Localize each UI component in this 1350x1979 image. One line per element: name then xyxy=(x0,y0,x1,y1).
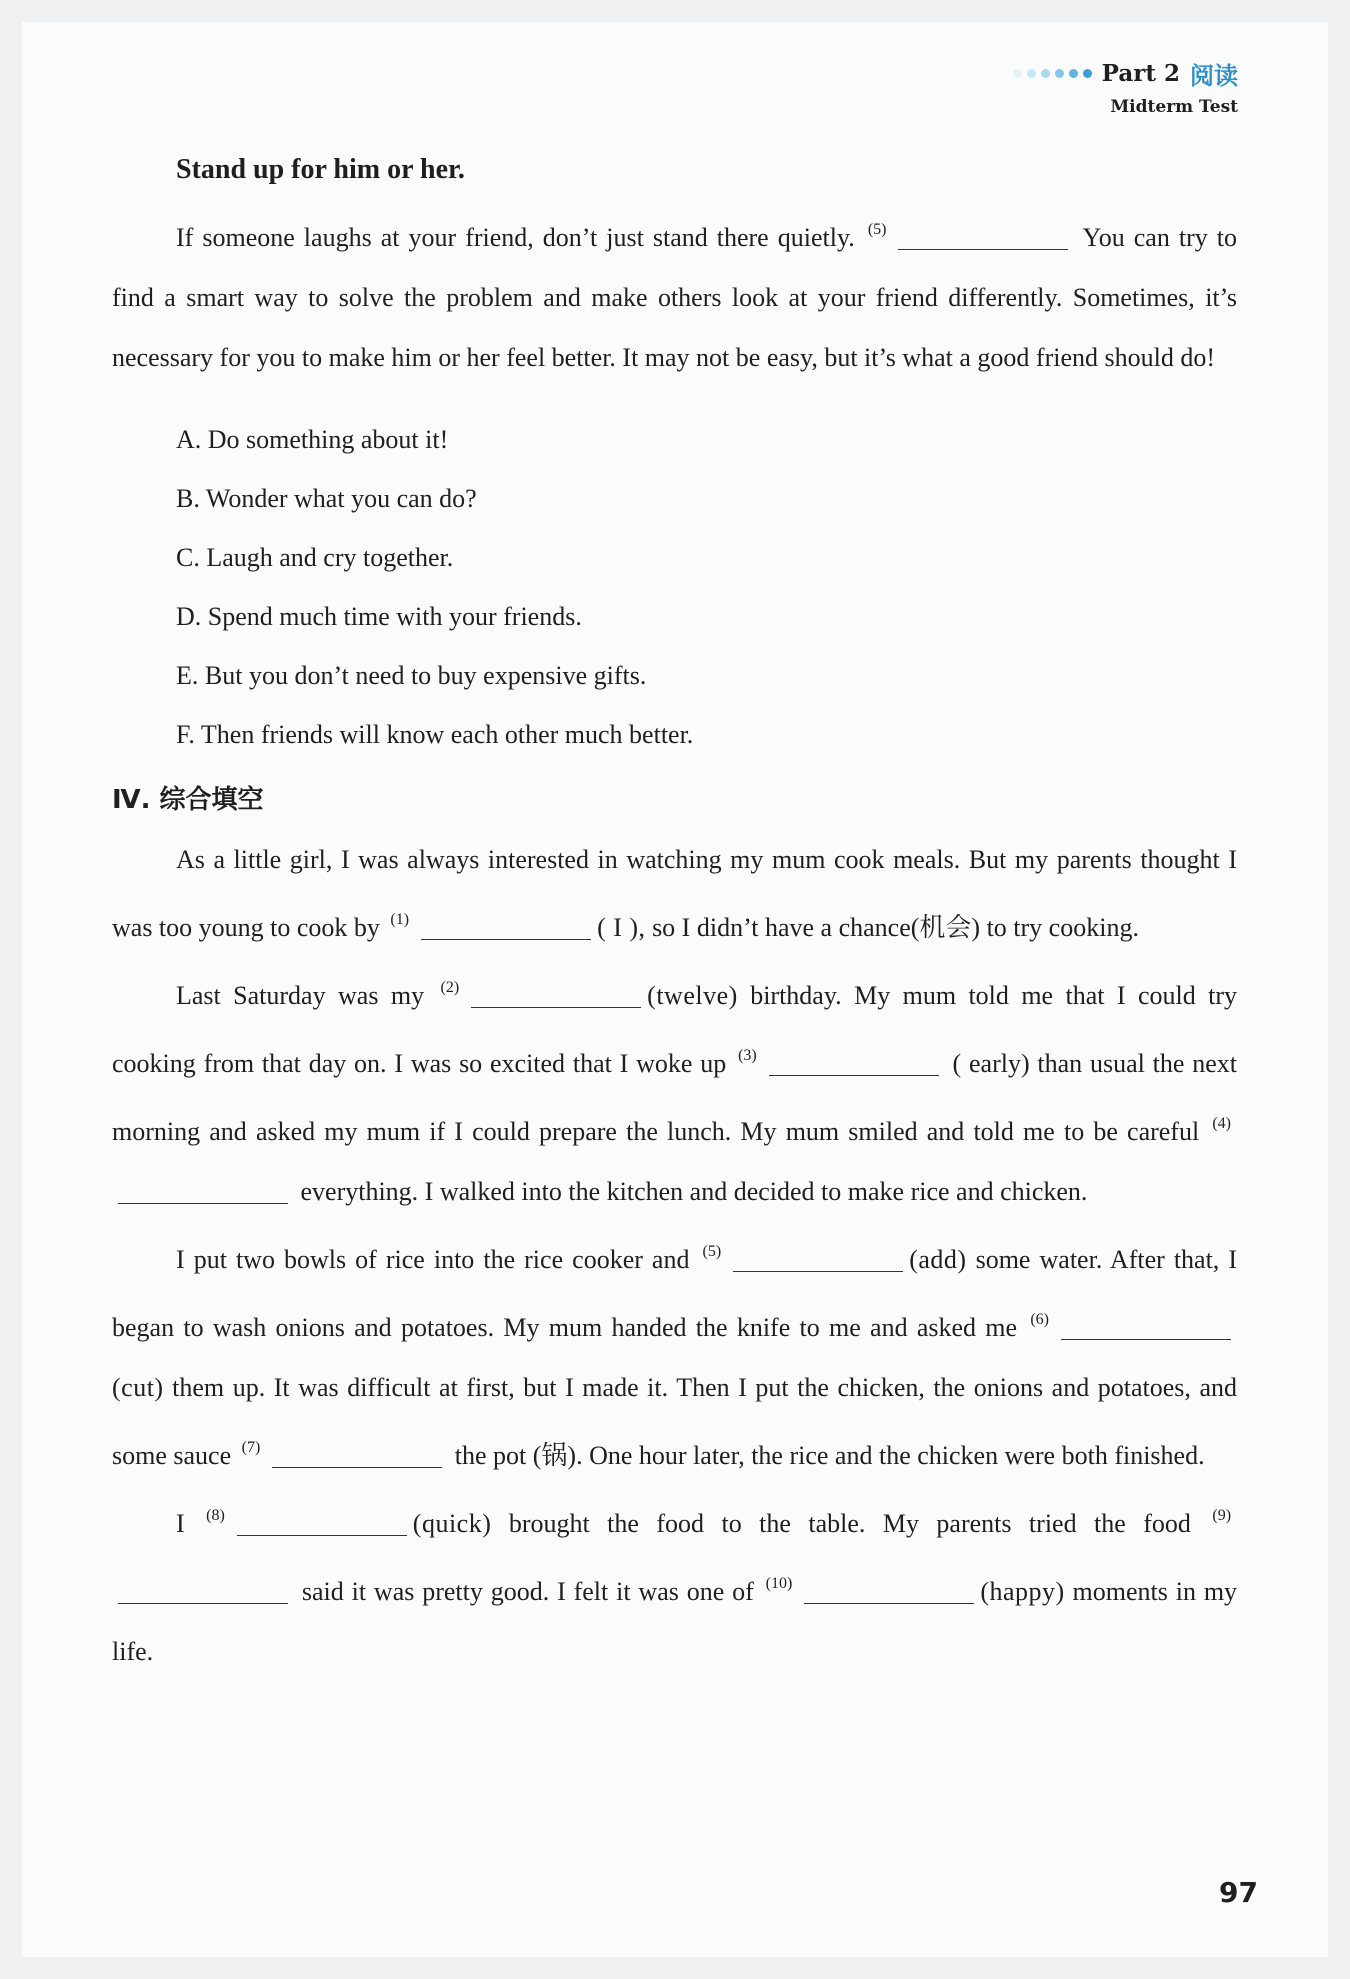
question-number: (6) xyxy=(1030,1311,1049,1328)
question-number: (2) xyxy=(440,979,460,996)
paragraph-text: I xyxy=(176,1509,185,1538)
paragraph-text: everything. I walked into the kitchen and decided to make rice and chicken. xyxy=(300,1177,1088,1206)
paragraph-text: Last Saturday was my xyxy=(176,981,425,1010)
dot-icon xyxy=(1083,69,1092,78)
paragraph-text: If someone laughs at your friend, don’t just stand there quietly. xyxy=(176,223,855,252)
question-number: (10) xyxy=(765,1575,793,1592)
answer-blank[interactable] xyxy=(898,223,1068,250)
paragraph xyxy=(112,958,1237,1222)
word-hint: (twelve) xyxy=(647,981,738,1010)
option-b: B. Wonder what you can do? xyxy=(176,484,477,513)
option-d: D. Spend much time with your friends. xyxy=(176,602,582,631)
test-subtitle: Midterm Test xyxy=(1110,97,1238,117)
answer-blank[interactable] xyxy=(421,913,591,940)
dot-icon xyxy=(1069,69,1078,78)
paragraph-text: brought the food to the table. My parents tried the food xyxy=(508,1509,1191,1538)
answer-blank[interactable] xyxy=(1061,1313,1231,1340)
answer-blank[interactable] xyxy=(272,1441,442,1468)
question-number: (7) xyxy=(241,1439,261,1456)
section-title: Ⅳ. 综合填空 xyxy=(112,785,264,815)
answer-blank[interactable] xyxy=(471,981,641,1008)
paragraph xyxy=(112,200,1237,388)
paragraph-text: birthday. My mum told me that I could try cooking from that day on. I was so excited that I woke up xyxy=(112,981,1238,1078)
workbook-page xyxy=(22,22,1328,1957)
paragraph-text: ( early) than usual the next morning and asked my mum if I could prepare the lunch. My mum smiled and told me to be careful xyxy=(112,1049,1238,1146)
answer-blank[interactable] xyxy=(733,1245,903,1272)
part-chinese-label: 阅读 xyxy=(1190,62,1238,90)
question-number: (3) xyxy=(738,1047,757,1064)
paragraph xyxy=(112,830,1237,958)
option-f: F. Then friends will know each other much better. xyxy=(176,720,694,749)
part-label: Part 2 xyxy=(1101,60,1180,87)
answer-blank[interactable] xyxy=(118,1577,288,1604)
paragraph-text: them up. It was difficult at first, but I made it. Then I put the chicken, the onions and potatoes, and some sauce xyxy=(112,1373,1237,1470)
paragraph xyxy=(112,1222,1237,1486)
question-number: (1) xyxy=(390,911,410,928)
paragraph-text: I put two bowls of rice into the rice cooker and xyxy=(176,1245,690,1274)
answer-blank[interactable] xyxy=(769,1049,939,1076)
dot-icon xyxy=(1055,69,1064,78)
option-e: E. But you don’t need to buy expensive gifts. xyxy=(176,661,647,690)
word-hint: (quick) xyxy=(412,1509,492,1538)
word-hint: ( I ), xyxy=(597,913,646,942)
paragraph-text: moments in my life. xyxy=(112,1577,1238,1666)
answer-blank[interactable] xyxy=(118,1177,288,1204)
question-number: (8) xyxy=(206,1507,225,1524)
question-number: (5) xyxy=(867,221,887,238)
paragraph-text: said it was pretty good. I felt it was one of xyxy=(301,1577,754,1606)
page-content xyxy=(112,140,1237,1682)
paragraph-text: so I didn’t have a chance(机会) to try cooking. xyxy=(652,913,1139,942)
word-hint: (happy) xyxy=(980,1577,1065,1606)
paragraph-text: You can try to find a smart way to solve the problem and make others look at your friend differently. Sometimes, it’s necessary for you to make him or her feel better. It may not be easy, but it’s what a good friend should do! xyxy=(112,223,1237,372)
option-a: A. Do something about it! xyxy=(176,425,449,454)
paragraph-text: the pot (锅). One hour later, the rice and the chicken were both finished. xyxy=(454,1441,1205,1470)
option-c: C. Laugh and cry together. xyxy=(176,543,454,572)
paragraph-text: some water. After that, I began to wash onions and potatoes. My mum handed the knife to me and asked me xyxy=(112,1245,1238,1342)
question-number: (9) xyxy=(1212,1507,1232,1524)
question-number: (4) xyxy=(1212,1115,1231,1132)
page-header xyxy=(1013,56,1238,117)
section-heading: Stand up for him or her. xyxy=(176,154,465,185)
page-number: 97 xyxy=(1219,1876,1258,1909)
dot-icon xyxy=(1027,69,1036,78)
dot-icon xyxy=(1041,69,1050,78)
decorative-dots xyxy=(1013,69,1092,78)
paragraph-text: As a little girl, I was always interested in watching my mum cook meals. But my parents thought I was too young to cook by xyxy=(112,845,1237,942)
word-hint: (cut) xyxy=(112,1373,164,1402)
answer-options xyxy=(112,410,1237,764)
word-hint: (add) xyxy=(909,1245,967,1274)
paragraph xyxy=(112,1486,1237,1682)
answer-blank[interactable] xyxy=(237,1509,407,1536)
dot-icon xyxy=(1013,69,1022,78)
question-number: (5) xyxy=(702,1243,722,1260)
answer-blank[interactable] xyxy=(804,1577,974,1604)
